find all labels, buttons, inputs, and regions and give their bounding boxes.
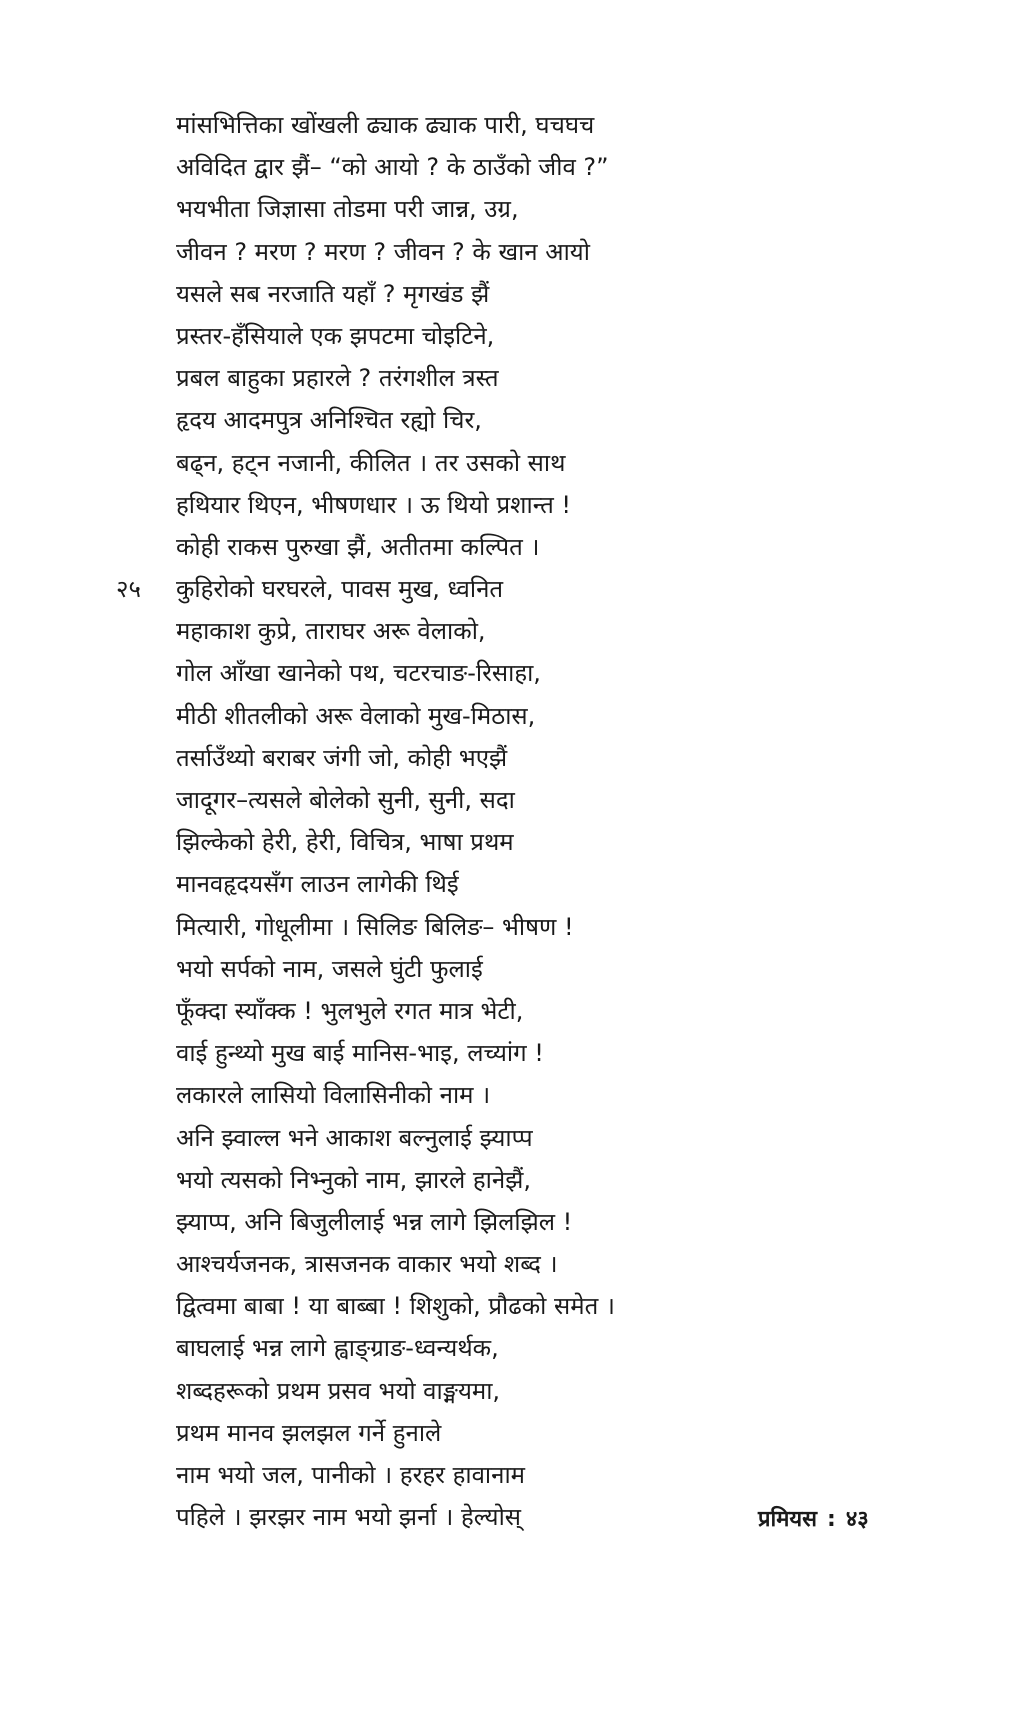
poem-line: आश्चर्यजनक, त्रासजनक वाकार भयो शब्द । (176, 1250, 558, 1279)
poem-line: प्रथम मानव झलझल गर्ने हुनाले (176, 1418, 442, 1447)
poem-text (116, 104, 776, 1538)
poem-line: झ्याप्प, अनि बिजुलीलाई भन्न लागे झिलझिल ! (176, 1207, 573, 1236)
poem-line: वाई हुन्थ्यो मुख बाई मानिस-भाइ, लच्यांग ! (176, 1039, 544, 1068)
poem-line: लकारले लासियो विलासिनीको नाम । (176, 1081, 491, 1110)
poem-line: पहिले । झरझर नाम भयो झर्ना । हेल्योस् (176, 1503, 522, 1532)
page-footer (758, 1503, 869, 1533)
poem-line: नाम भयो जल, पानीको । हरहर हावानाम (176, 1461, 526, 1489)
line-number: २५ (116, 575, 141, 604)
page-number: ४३ (845, 1507, 869, 1532)
poem-line: कोही राकस पुरुखा झैं, अतीतमा कल्पित । (176, 532, 540, 561)
poem-line: तर्साउँथ्यो बराबर जंगी जो, कोही भएझैं (176, 743, 508, 772)
poem-line: प्रस्तर-हँसियाले एक झपटमा चोइटिने, (176, 321, 495, 350)
poem-line: प्रबल बाहुका प्रहारले ? तरंगशील त्रस्त (176, 364, 499, 393)
poem-line: भयो सर्पको नाम, जसले घुंटी फुलाई (176, 954, 483, 983)
poem-line: भयभीता जिज्ञासा तोडमा परी जान्न, उग्र, (176, 195, 519, 224)
poem-line: शब्दहरूको प्रथम प्रसव भयो वाङ्मयमा, (176, 1376, 501, 1405)
poem-line: यसले सब नरजाति यहाँ ? मृगखंड झैं (176, 279, 490, 308)
poem-line: फूँक्दा स्याँक्क ! भुलभुले रगत मात्र भेटी, (176, 996, 524, 1025)
poem-line: मीठी शीतलीको अरू वेलाको मुख-मिठास, (176, 701, 536, 730)
poem-line: जादूगर–त्यसले बोलेको सुनी, सुनी, सदा (176, 786, 515, 814)
poem-line: अविदित द्वार झैं– “को आयो ? के ठाउँको जीव ?” (176, 153, 609, 182)
poem-line: भयो त्यसको निभ्नुको नाम, झारले हानेझैं, (176, 1165, 531, 1194)
poem-line: मांसभित्तिका खोंखली ढ्याक ढ्याक पारी, घचघच (176, 111, 595, 139)
poem-line-numbered (116, 568, 776, 610)
poem-line: बाघलाई भन्न लागे ह्वाङ्ग्राङ-ध्वन्यर्थक, (176, 1334, 499, 1363)
poem-line: मानवहृदयसँग लाउन लागेकी थिई (176, 870, 459, 899)
poem-line: जीवन ? मरण ? मरण ? जीवन ? के खान आयो (176, 237, 590, 266)
poem-line: बढ्न, हट्न नजानी, कीलित । तर उसको साथ (176, 448, 566, 477)
poem-line: द्वित्वमा बाबा ! या बाब्बा ! शिशुको, प्रौढको समेत । (176, 1292, 615, 1321)
poem-line-text: कुहिरोको घरघरले, पावस मुख, ध्वनित (176, 575, 504, 604)
poem-line: गोल आँखा खानेको पथ, चटरचाङ-रिसाहा, (176, 659, 541, 688)
poem-line: हृदय आदमपुत्र अनिश्चित रह्यो चिर, (176, 406, 482, 435)
poem-line: मित्यारी, गोधूलीमा । सिलिङ बिलिङ– भीषण ! (176, 912, 574, 941)
poem-line: महाकाश कुप्रे, ताराघर अरू वेलाको, (176, 617, 486, 646)
book-title: प्रमियस (758, 1507, 818, 1532)
poem-line: अनि झ्वाल्ल भने आकाश बल्नुलाई झ्याप्प (176, 1123, 533, 1152)
footer-separator: : (827, 1507, 836, 1532)
poem-line: झिल्केको हेरी, हेरी, विचित्र, भाषा प्रथम (176, 828, 514, 857)
poem-line: हथियार थिएन, भीषणधार । ऊ थियो प्रशान्त ! (176, 490, 572, 519)
